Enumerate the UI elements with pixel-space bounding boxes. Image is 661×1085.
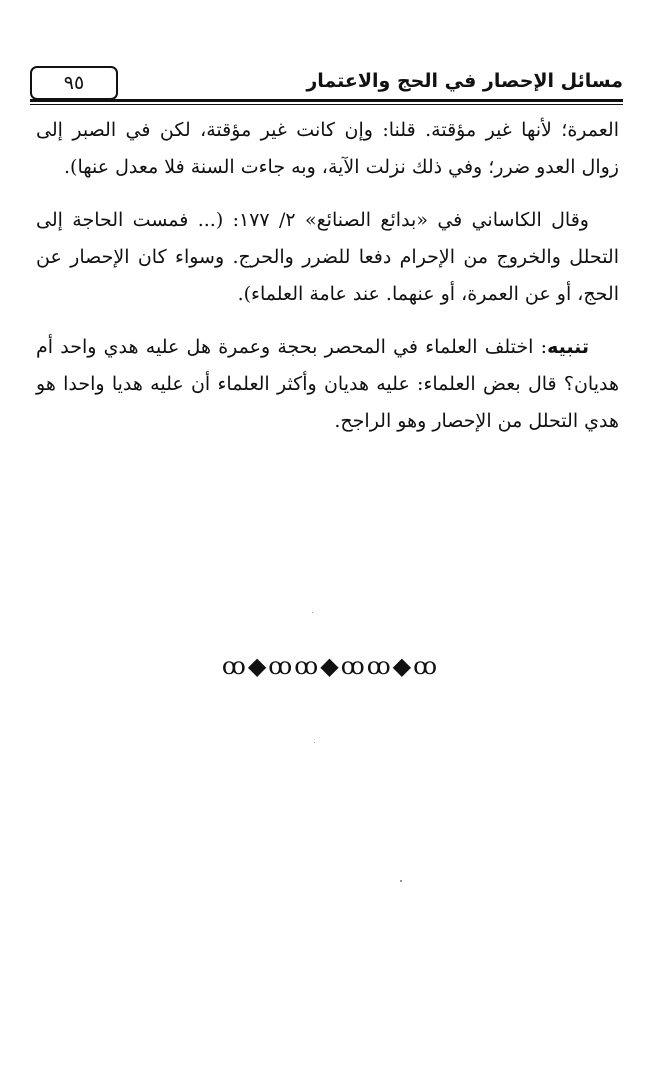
body-text <box>36 112 619 440</box>
note-paragraph <box>36 329 619 440</box>
scan-speck <box>314 742 315 743</box>
scan-speck <box>312 612 313 613</box>
running-title: مسائل الإحصار في الحج والاعتمار <box>306 70 623 92</box>
scan-speck <box>400 880 402 882</box>
section-end-ornament: ꝏ◆ꝏꝏ◆ꝏꝏ◆ꝏ <box>221 652 440 680</box>
page-number <box>30 66 118 100</box>
note-text: : اختلف العلماء في المحصر بحجة وعمرة هل عليه هدي واحد أم هديان؟ قال بعض العلماء: عليه هديان وأكثر العلماء أن عليه هديا واحدا هو هدي التحلل من الإحصار وهو الراجح. <box>36 336 619 432</box>
header-rule-thick <box>30 99 623 102</box>
paragraph-2: وقال الكاساني في «بدائع الصنائع» ٢/ ١٧٧: (... فمست الحاجة إلى التحلل والخروج من الإحرام دفعا للضرر والحرج. وسواء كان الإحصار عن الحج، أو عن العمرة، أو عنهما. عند عامة العلماء). <box>36 209 619 305</box>
page-number-text: ٩٥ <box>63 72 85 94</box>
paragraph-1: العمرة؛ لأنها غير مؤقتة. قلنا: وإن كانت غير مؤقتة، لكن في الصبر إلى زوال العدو ضرر؛ وفي ذلك نزلت الآية، وبه جاءت السنة فلا معدل عنها). <box>36 119 619 178</box>
header-rule-thin <box>30 104 623 105</box>
note-label: تنبيه <box>547 336 589 358</box>
